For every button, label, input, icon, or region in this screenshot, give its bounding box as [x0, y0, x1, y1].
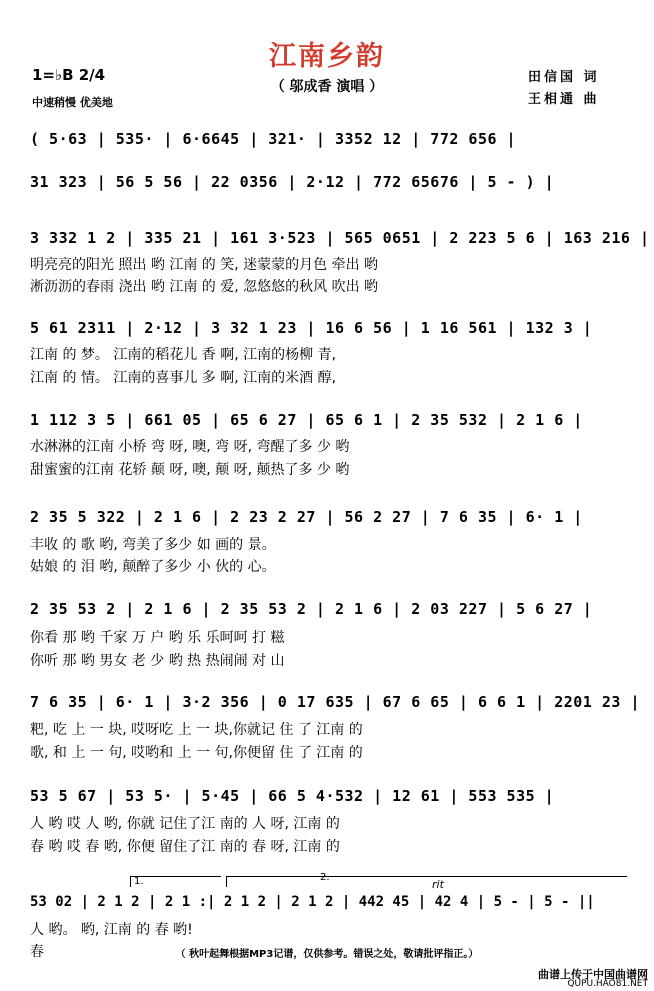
lyric-line: 姑娘 的 泪 哟, 颠醉了多少 小 伙的 心。: [30, 559, 276, 575]
song-title: 江南乡韵: [269, 41, 385, 72]
lyric-line: 人 哟 哎 人 哟, 你就 记住了江 南的 人 呀, 江南 的: [30, 816, 340, 832]
score-system-10: 53 02 | 2 1 2 | 2 1 :| 2 1 2 | 2 1 2 | 442 45 | 42 4 | 5 - | 5 - ||: [30, 894, 595, 910]
ritardando-mark: rit: [432, 878, 444, 891]
lyric-line: 春: [30, 944, 44, 960]
score-system-9: 53 5 67 | 53 5· | 5·45 | 66 5 4·532 | 12 61 | 553 535 |: [30, 787, 555, 805]
volta-label-1: 1.: [134, 876, 144, 887]
volta-label-2: 2.: [320, 872, 330, 883]
lyric-line: 水淋淋的江南 小桥 弯 呀, 噢, 弯 呀, 弯醒了多 少 哟: [30, 439, 350, 455]
lyric-line: 春 哟 哎 春 哟, 你便 留住了江 南的 春 呀, 江南 的: [30, 839, 340, 855]
lyric-line: 你听 那 哟 男女 老 少 哟 热 热闹闹 对 山: [30, 653, 285, 669]
lyric-line: 淅沥沥的春雨 浇出 哟 江南 的 爱, 忽悠悠的秋风 吹出 哟: [30, 279, 379, 295]
score-system-8: 7 6 35 | 6· 1 | 3·2 356 | 0 17 635 | 67 6 65 | 6 6 1 | 2201 23 |: [30, 693, 640, 711]
watermark-url: QUPU.HAO81.NET: [567, 979, 648, 989]
key-signature: 1=♭B 2/4: [32, 66, 106, 84]
lyric-line: 人 哟。 哟, 江南 的 春 哟!: [30, 922, 193, 938]
score-system-4: 5 61 2311 | 2·12 | 3 32 1 23 | 16 6 56 | 1 16 561 | 132 3 |: [30, 319, 593, 337]
score-system-6: 2 35 5 322 | 2 1 6 | 2 23 2 27 | 56 2 27 | 7 6 35 | 6· 1 |: [30, 508, 583, 526]
lyric-line: 江南 的 梦。 江南的稻花儿 香 啊, 江南的杨柳 青,: [30, 347, 337, 363]
watermark: 曲谱上传于中国曲谱网: [538, 968, 648, 981]
lyric-line: 明亮亮的阳光 照出 哟 江南 的 笑, 迷蒙蒙的月色 牵出 哟: [30, 257, 379, 273]
singer-credit: （ 邬成香 演唱 ）: [270, 79, 384, 95]
lyric-line: 江南 的 情。 江南的喜事儿 多 啊, 江南的米酒 醇,: [30, 370, 337, 386]
composer-credit: 王相通 曲: [528, 92, 600, 107]
lyric-line: 歌, 和 上 一 句, 哎哟和 上 一 句,你便留 住 了 江南 的: [30, 745, 363, 761]
score-system-5: 1 112 3 5 | 661 05 | 65 6 27 | 65 6 1 | 2 35 532 | 2 1 6 |: [30, 411, 583, 429]
score-system-2: 31 323 | 56 5 56 | 22 0356 | 2·12 | 772 65676 | 5 - ) |: [30, 173, 555, 191]
score-system-1: ( 5·63 | 535· | 6·6645 | 321· | 3352 12 | 772 656 |: [30, 130, 517, 148]
lyric-line: 粑, 吃 上 一 块, 哎呀吃 上 一 块,你就记 住 了 江南 的: [30, 722, 363, 738]
volta-bracket-2: [226, 876, 627, 887]
lyric-line: 丰收 的 歌 哟, 弯美了多少 如 画的 景。: [30, 537, 276, 553]
lyric-line: 甜蜜蜜的江南 花轿 颠 呀, 噢, 颠 呀, 颠热了多 少 哟: [30, 462, 350, 478]
tempo-marking: 中速稍慢 优美地: [32, 96, 113, 109]
score-system-3: 3 332 1 2 | 335 21 | 161 3·523 | 565 0651 | 2 223 5 6 | 163 216 |: [30, 229, 650, 247]
score-system-7: 2 35 53 2 | 2 1 6 | 2 35 53 2 | 2 1 6 | 2 03 227 | 5 6 27 |: [30, 600, 593, 618]
lyric-line: 你看 那 哟 千家 万 户 哟 乐 乐呵呵 打 糍: [30, 630, 285, 646]
volta-bracket-1: [130, 876, 221, 887]
footnote: （ 秋叶起舞根据MP3记谱，仅供参考。错误之处，敬请批评指正。）: [175, 949, 479, 960]
lyricist-credit: 田信国 词: [528, 70, 600, 85]
